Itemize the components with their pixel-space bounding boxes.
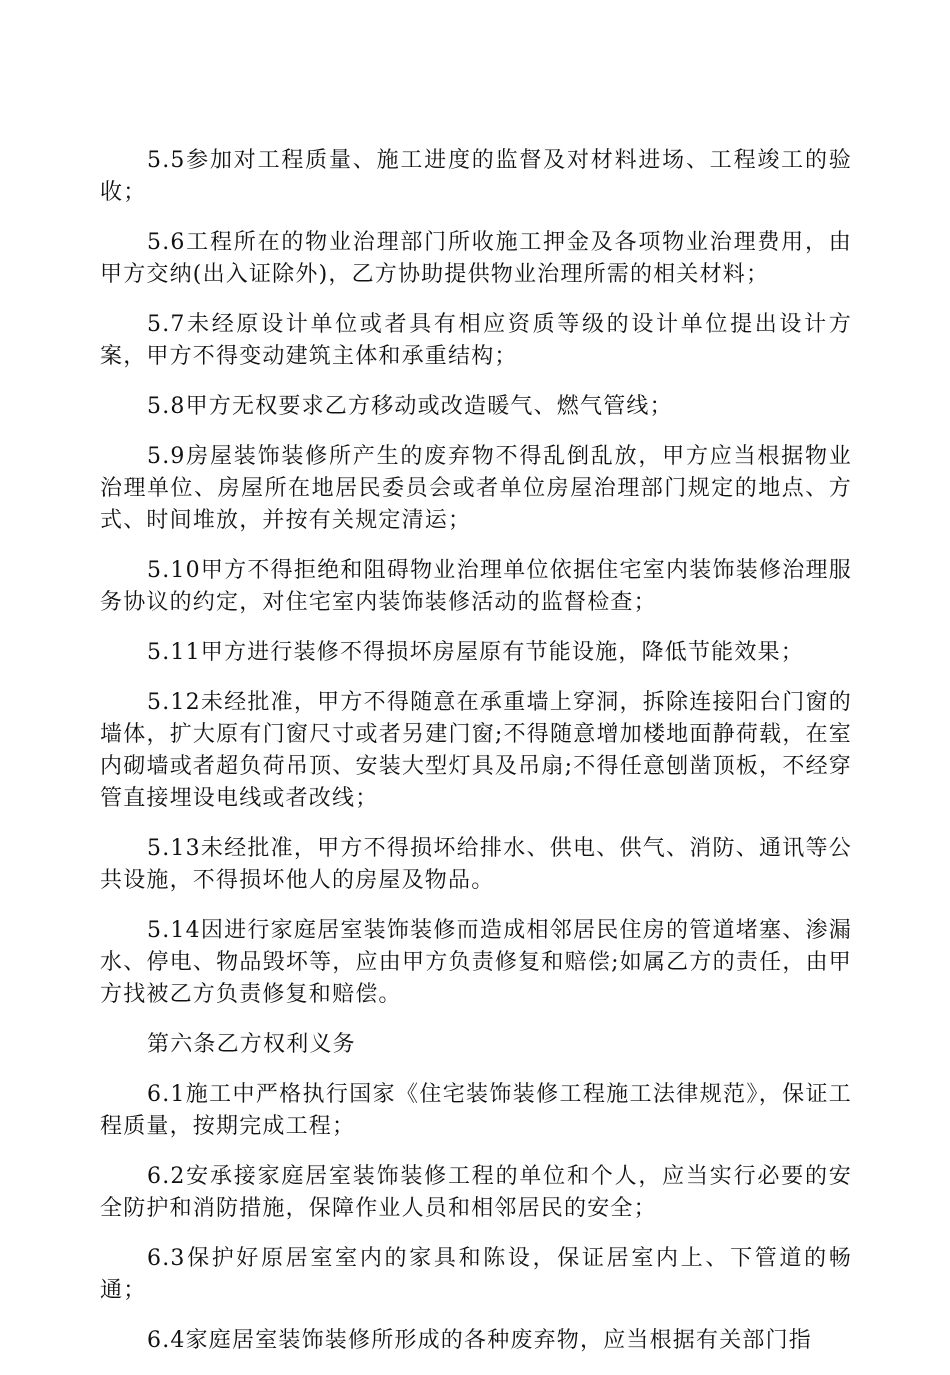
clause-6-2: 6.2安承接家庭居室装饰装修工程的单位和个人，应当实行必要的安全防护和消防措施，保障作业人员和相邻居民的安全；: [100, 1164, 852, 1221]
clause-5-8: 5.8甲方无权要求乙方移动或改造暖气、燃气管线；: [147, 394, 673, 419]
clause-5-14: 5.14因进行家庭居室装饰装修而造成相邻居民住房的管道堵塞、渗漏水、停电、物品毁坏等，应由甲方负责修复和赔偿;如属乙方的责任，由甲方找被乙方负责修复和赔偿。: [100, 918, 852, 1007]
clause-5-9: 5.9房屋装饰装修所产生的废弃物不得乱倒乱放，甲方应当根据物业治理单位、房屋所在地居民委员会或者单位房屋治理部门规定的地点、方式、时间堆放，并按有关规定清运；: [100, 444, 852, 533]
clause-5-7: 5.7未经原设计单位或者具有相应资质等级的设计单位提出设计方案，甲方不得变动建筑主体和承重结构；: [100, 312, 852, 369]
clause-5-5: 5.5参加对工程质量、施工进度的监督及对材料进场、工程竣工的验收；: [100, 148, 852, 205]
section-heading-article-6: 第六条乙方权利义务: [147, 1032, 356, 1057]
clause-5-11: 5.11甲方进行装修不得损坏房屋原有节能设施，降低节能效果；: [147, 640, 804, 665]
clause-5-10: 5.10甲方不得拒绝和阻碍物业治理单位依据住宅室内装饰装修治理服务协议的约定，对住宅室内装饰装修活动的监督检查；: [100, 558, 852, 615]
clause-5-13: 5.13未经批准，甲方不得损坏给排水、供电、供气、消防、通讯等公共设施，不得损坏他人的房屋及物品。: [100, 836, 852, 893]
clause-6-4: 6.4家庭居室装饰装修所形成的各种废弃物，应当根据有关部门指: [147, 1328, 812, 1353]
document-body: [100, 145, 852, 1375]
clause-6-3: 6.3保护好原居室室内的家具和陈设，保证居室内上、下管道的畅通；: [100, 1246, 852, 1303]
clause-6-1: 6.1施工中严格执行国家《住宅装饰装修工程施工法律规范》，保证工程质量，按期完成工程；: [100, 1082, 852, 1139]
clause-5-12: 5.12未经批准，甲方不得随意在承重墙上穿洞，拆除连接阳台门窗的墙体，扩大原有门窗尺寸或者另建门窗;不得随意增加楼地面静荷载，在室内砌墙或者超负荷吊顶、安装大型灯具及吊扇;不得任意刨凿顶板，不经穿管直接埋设电线或者改线；: [100, 690, 852, 811]
clause-5-6: 5.6工程所在的物业治理部门所收施工押金及各项物业治理费用，由甲方交纳(出入证除外)，乙方协助提供物业治理所需的相关材料；: [100, 230, 852, 287]
